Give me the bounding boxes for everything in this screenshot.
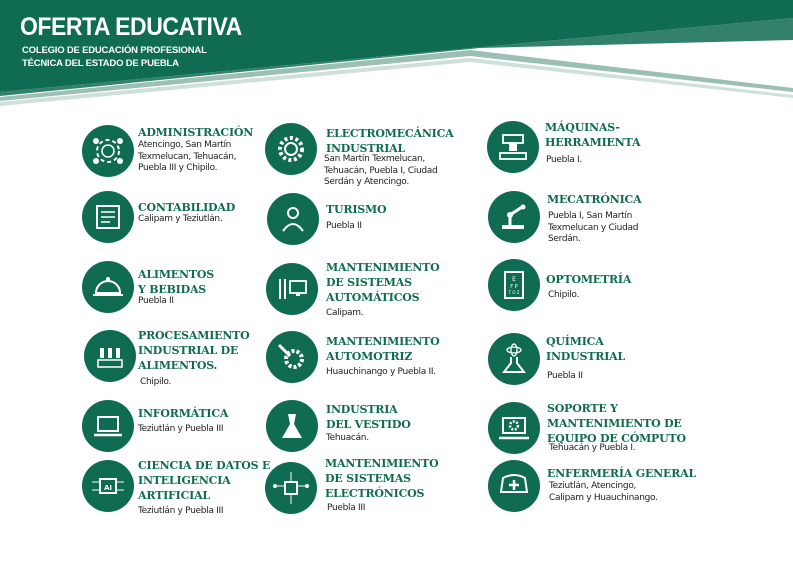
program-name: INDUSTRIAL xyxy=(326,142,406,155)
program-name: ELECTRÓNICOS xyxy=(325,487,425,500)
svg-text:AI: AI xyxy=(103,484,113,492)
program-location: San Martín Texmelucan, xyxy=(324,154,425,164)
program-name: PROCESAMIENTO xyxy=(138,329,250,342)
program-location: Calipam y Huauchinango. xyxy=(549,492,658,503)
page-title: OFERTA EDUCATIVA xyxy=(20,13,242,41)
svg-text:F P: F P xyxy=(510,284,518,290)
program-location: Chipilo. xyxy=(548,290,580,300)
program-name: QUÍMICA xyxy=(546,335,604,348)
program-name: DE SISTEMAS xyxy=(326,276,412,289)
program-location: Texmelucan y Ciudad xyxy=(548,222,639,233)
program-name: ALIMENTOS. xyxy=(138,359,218,372)
svg-text:E: E xyxy=(512,276,516,283)
eye-chart-icon xyxy=(488,259,540,311)
program-location: Teziutlán, Atencingo, xyxy=(549,481,637,491)
program-name: ALIMENTOS xyxy=(138,268,214,281)
program-name: INFORMÁTICA xyxy=(138,407,229,420)
program-name: ARTIFICIAL xyxy=(138,489,210,502)
computer-gear-icon xyxy=(488,402,540,454)
program-name: MECATRÓNICA xyxy=(547,193,642,206)
nurse-cap-icon xyxy=(488,460,540,512)
program-location: Tehuacán. xyxy=(326,433,369,443)
factory-bottles-icon xyxy=(84,330,136,382)
program-name: DE SISTEMAS xyxy=(325,472,411,485)
program-name: Y BEBIDAS xyxy=(138,283,207,296)
program-location: Puebla III xyxy=(327,503,366,513)
program-name: MANTENIMIENTO DE xyxy=(547,417,682,430)
program-name: ADMINISTRACIÓN xyxy=(138,126,254,139)
people-gear-icon xyxy=(82,125,134,177)
machine-tool-icon xyxy=(487,121,539,173)
program-location: Puebla II xyxy=(547,371,583,381)
program-location: Serdán y Atencingo. xyxy=(324,177,409,187)
food-cloche-icon xyxy=(82,261,134,313)
program-location: Huauchinango y Puebla II. xyxy=(326,367,436,377)
program-location: Puebla II xyxy=(326,221,362,231)
ai-chip-icon xyxy=(82,460,134,512)
program-name: INTELIGENCIA xyxy=(138,474,231,487)
program-name: INDUSTRIAL xyxy=(546,350,626,363)
program-location: Teziutlán y Puebla III xyxy=(138,506,224,516)
program-name: EQUIPO DE CÓMPUTO xyxy=(547,432,686,445)
program-name: INDUSTRIA xyxy=(326,403,398,416)
svg-text:T O Z: T O Z xyxy=(508,290,520,295)
program-name: MANTENIMIENTO xyxy=(325,457,439,470)
program-name: TURISMO xyxy=(326,203,387,216)
program-location: Puebla III y Chipilo. xyxy=(138,163,218,173)
circuit-icon xyxy=(265,462,317,514)
program-name: MÁQUINAS- xyxy=(545,121,620,134)
program-name: OPTOMETRÍA xyxy=(546,273,632,286)
program-location: Tehuacán, Puebla I, Ciudad xyxy=(324,165,438,176)
laptop-icon xyxy=(82,400,134,452)
program-location: Calipam. xyxy=(326,308,364,318)
robot-arm-icon xyxy=(488,191,540,243)
ledger-icon xyxy=(82,191,134,243)
flask-atom-icon xyxy=(488,333,540,385)
program-name: ELECTROMECÁNICA xyxy=(326,127,454,140)
program-name: CONTABILIDAD xyxy=(138,201,236,214)
tools-monitor-icon xyxy=(266,263,318,315)
dress-icon xyxy=(266,400,318,452)
program-name: INDUSTRIAL DE xyxy=(138,344,239,357)
program-location: Puebla II xyxy=(138,296,174,306)
program-name: AUTOMOTRIZ xyxy=(326,350,413,363)
subtitle-line-1: COLEGIO DE EDUCACIÓN PROFESIONAL xyxy=(22,45,207,56)
program-location: Chipilo. xyxy=(140,377,172,387)
header-banner xyxy=(0,0,793,110)
program-name: MANTENIMIENTO xyxy=(326,261,440,274)
program-location: Atencingo, San Martín xyxy=(138,140,232,150)
program-name: HERRAMIENTA xyxy=(545,136,641,149)
subtitle-line-2: TÉCNICA DEL ESTADO DE PUEBLA xyxy=(22,58,179,69)
program-name: CIENCIA DE DATOS E xyxy=(138,459,271,472)
program-name: SOPORTE Y xyxy=(547,402,618,415)
program-location: Puebla I. xyxy=(546,155,582,165)
program-location: Puebla I, San Martín xyxy=(548,211,632,221)
program-location: Teziutlán y Puebla III xyxy=(138,424,224,434)
program-location: Serdán. xyxy=(548,234,581,244)
wrench-gear-icon xyxy=(266,331,318,383)
program-name: AUTOMÁTICOS xyxy=(326,291,420,304)
program-name: ENFERMERÍA GENERAL xyxy=(547,467,697,480)
gear-icon xyxy=(265,123,317,175)
tourist-guide-icon xyxy=(267,193,319,245)
program-name: DEL VESTIDO xyxy=(326,418,411,431)
program-location: Calipam y Teziutlán. xyxy=(138,214,223,224)
program-location: Texmelucan, Tehuacán, xyxy=(138,151,237,162)
program-name: MANTENIMIENTO xyxy=(326,335,440,348)
program-location: Tehuacán y Puebla I. xyxy=(549,443,636,453)
